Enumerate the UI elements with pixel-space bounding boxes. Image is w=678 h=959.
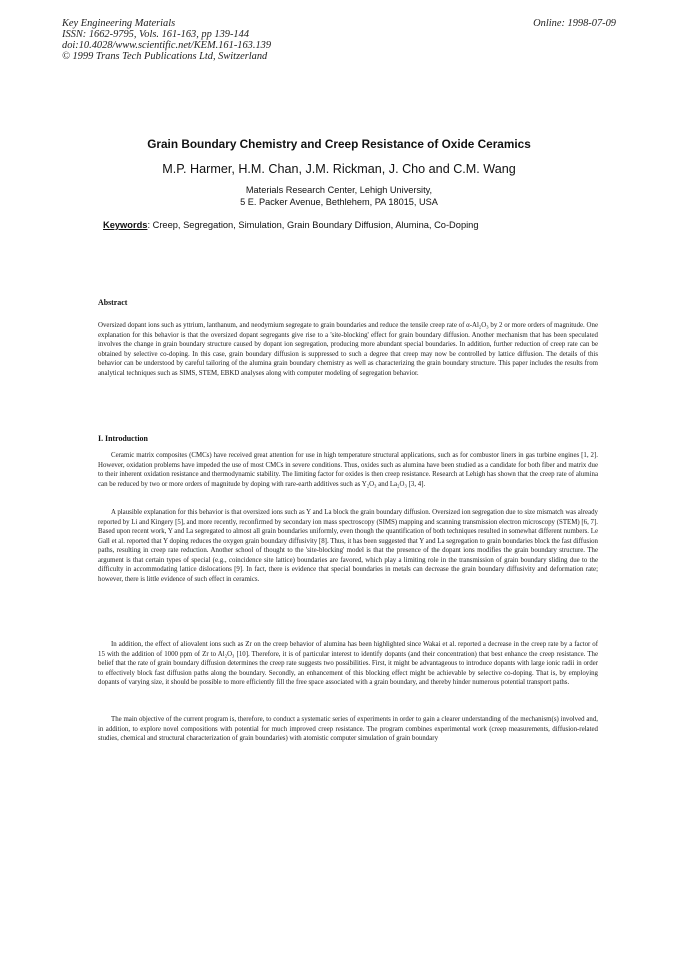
affiliation-line-1: Materials Research Center, Lehigh University,: [245, 185, 433, 195]
doi-line[interactable]: doi:10.4028/www.scientific.net/KEM.161-163.139: [62, 40, 272, 51]
affiliation: [0, 184, 678, 208]
journal-header: [62, 18, 616, 62]
intro-paragraph-2: A plausible explanation for this behavior is that oversized ions such as Y and La block the grain boundary diffusion. Oversized ion segregation due to size mismatch was already reported by Li and Kingery [5], and more recently, reconfirmed by secondary ion mass spectroscopy (SIMS) mapping and scanning transmission electron microscopy (STEM) [6, 7]. Based upon recent work, Y and La segregated to almost all grain boundaries uniformly, even though the quantification of both techniques resulted in somewhat different numbers. Le Gall et al. reported that Y doping reduces the oxygen grain boundary diffusivity [8]. Thus, it has been suggested that Y and La segregation to grain boundaries block the fast diffusion paths, resulting in creep rate reduction. Another school of thought to the 'site-blocking' model is that the presence of the dopant ions modifies the grain boundary structure. The argument is that certain types of special (e.g., coincidence site lattice) boundaries are favored, which play a limiting role in the transmission of grain boundary sliding due to the difficulty in accommodating lattice dislocations [9]. In fact, there is evidence that special boundaries in metals can decrease the grain boundary diffusivity and deformation rate; however, there is little evidence of such effect in ceramics.: [98, 509, 598, 583]
issn-line: ISSN: 1662-9795, Vols. 161-163, pp 139-144: [62, 29, 250, 40]
intro-paragraph-4: The main objective of the current program is, therefore, to conduct a systematic series of experiments in order to gain a clearer understanding of the mechanism(s) involved and, in addition, to explore novel compositions with potential for much improved creep resistance. The program combines experimental work (creep measurements, diffusion-related studies, chemical and structural characterization of grain boundaries) with atomistic computer simulation of grain boundary: [98, 716, 598, 743]
paper-title: Grain Boundary Chemistry and Creep Resistance of Oxide Ceramics: [147, 137, 531, 151]
journal-name: Key Engineering Materials: [62, 18, 176, 29]
abstract-heading: Abstract: [98, 298, 128, 307]
affiliation-line-2: 5 E. Packer Avenue, Bethlehem, PA 18015, USA: [240, 197, 438, 207]
intro-paragraph-1: Ceramic matrix composites (CMCs) have received great attention for use in high temperature structural applications, such as for combustor liners in gas turbine engines [1, 2]. However, oxidation problems have impeded the use of most CMCs in severe conditions. Thus, oxides such as alumina have been studied as a candidate for both fiber and matrix due to their inherent oxidation resistance and thermodynamic stability. The limiting factor for oxides is then creep resistance. Research at Lehigh has shown that the creep rate of alumina can be reduced by two or more orders of magnitude by doping with rare-earth additives such as Y₂O₃ and La₂O₃ [3, 4].: [98, 452, 598, 488]
intro-paragraph-3: In addition, the effect of aliovalent ions such as Zr on the creep behavior of alumina has been highlighted since Wakai et al. reported a decrease in the creep rate by a factor of 15 with the addition of 1000 ppm of Zr to Al₂O₃ [10]. Therefore, it is of particular interest to identify dopants (and their concentration) that best enhance the creep resistance. The belief that the rate of grain boundary diffusion determines the creep rate suggests two possibilities. First, it might be advantageous to introduce dopants with large ionic radii in order to effectively block fast diffusion paths along the boundary. Secondly, an enhancement of this blocking effect might be achievable by selective co-doping. That is, by employing dopants of varying size, it should be possible to more efficiently fill the free space associated with a grain boundary, and thereby hinder numerous potential transport paths.: [98, 641, 598, 687]
abstract-text: Oversized dopant ions such as yttrium, lanthanum, and neodymium segregate to grain boundaries and reduce the tensile creep rate of α-Al₂O₃ by 2 or more orders of magnitude. One explanation for this behavior is that the oversized dopant segregants give rise to a 'site-blocking' effect for grain boundary diffusion. Another mechanism that has been speculated involves the change in grain boundary structure caused by dopant ion segregation, producing more abundant special boundaries. In addition, further reduction of creep rate can be obtained by selective co-doping. In this case, grain boundary diffusion is suppressed to such a degree that creep may now be controlled by lattice diffusion. The details of this behavior can be understood by careful tailoring of the alumina grain boundary chemistry as well as characterizing the grain boundary structure. This paper includes the results from analytical techniques such as SIMS, STEM, EBKD analyses along with computer modeling of segregation behavior.: [98, 322, 598, 377]
author-list: M.P. Harmer, H.M. Chan, J.M. Rickman, J. Cho and C.M. Wang: [162, 162, 516, 176]
keywords: [103, 220, 479, 230]
copyright-line: © 1999 Trans Tech Publications Ltd, Switzerland: [62, 51, 268, 62]
keywords-text: : Creep, Segregation, Simulation, Grain Boundary Diffusion, Alumina, Co-Doping: [147, 220, 479, 230]
keywords-label: Keywords: [103, 220, 148, 230]
online-date: Online: 1998-07-09: [533, 18, 616, 29]
introduction-heading: I. Introduction: [98, 434, 148, 443]
